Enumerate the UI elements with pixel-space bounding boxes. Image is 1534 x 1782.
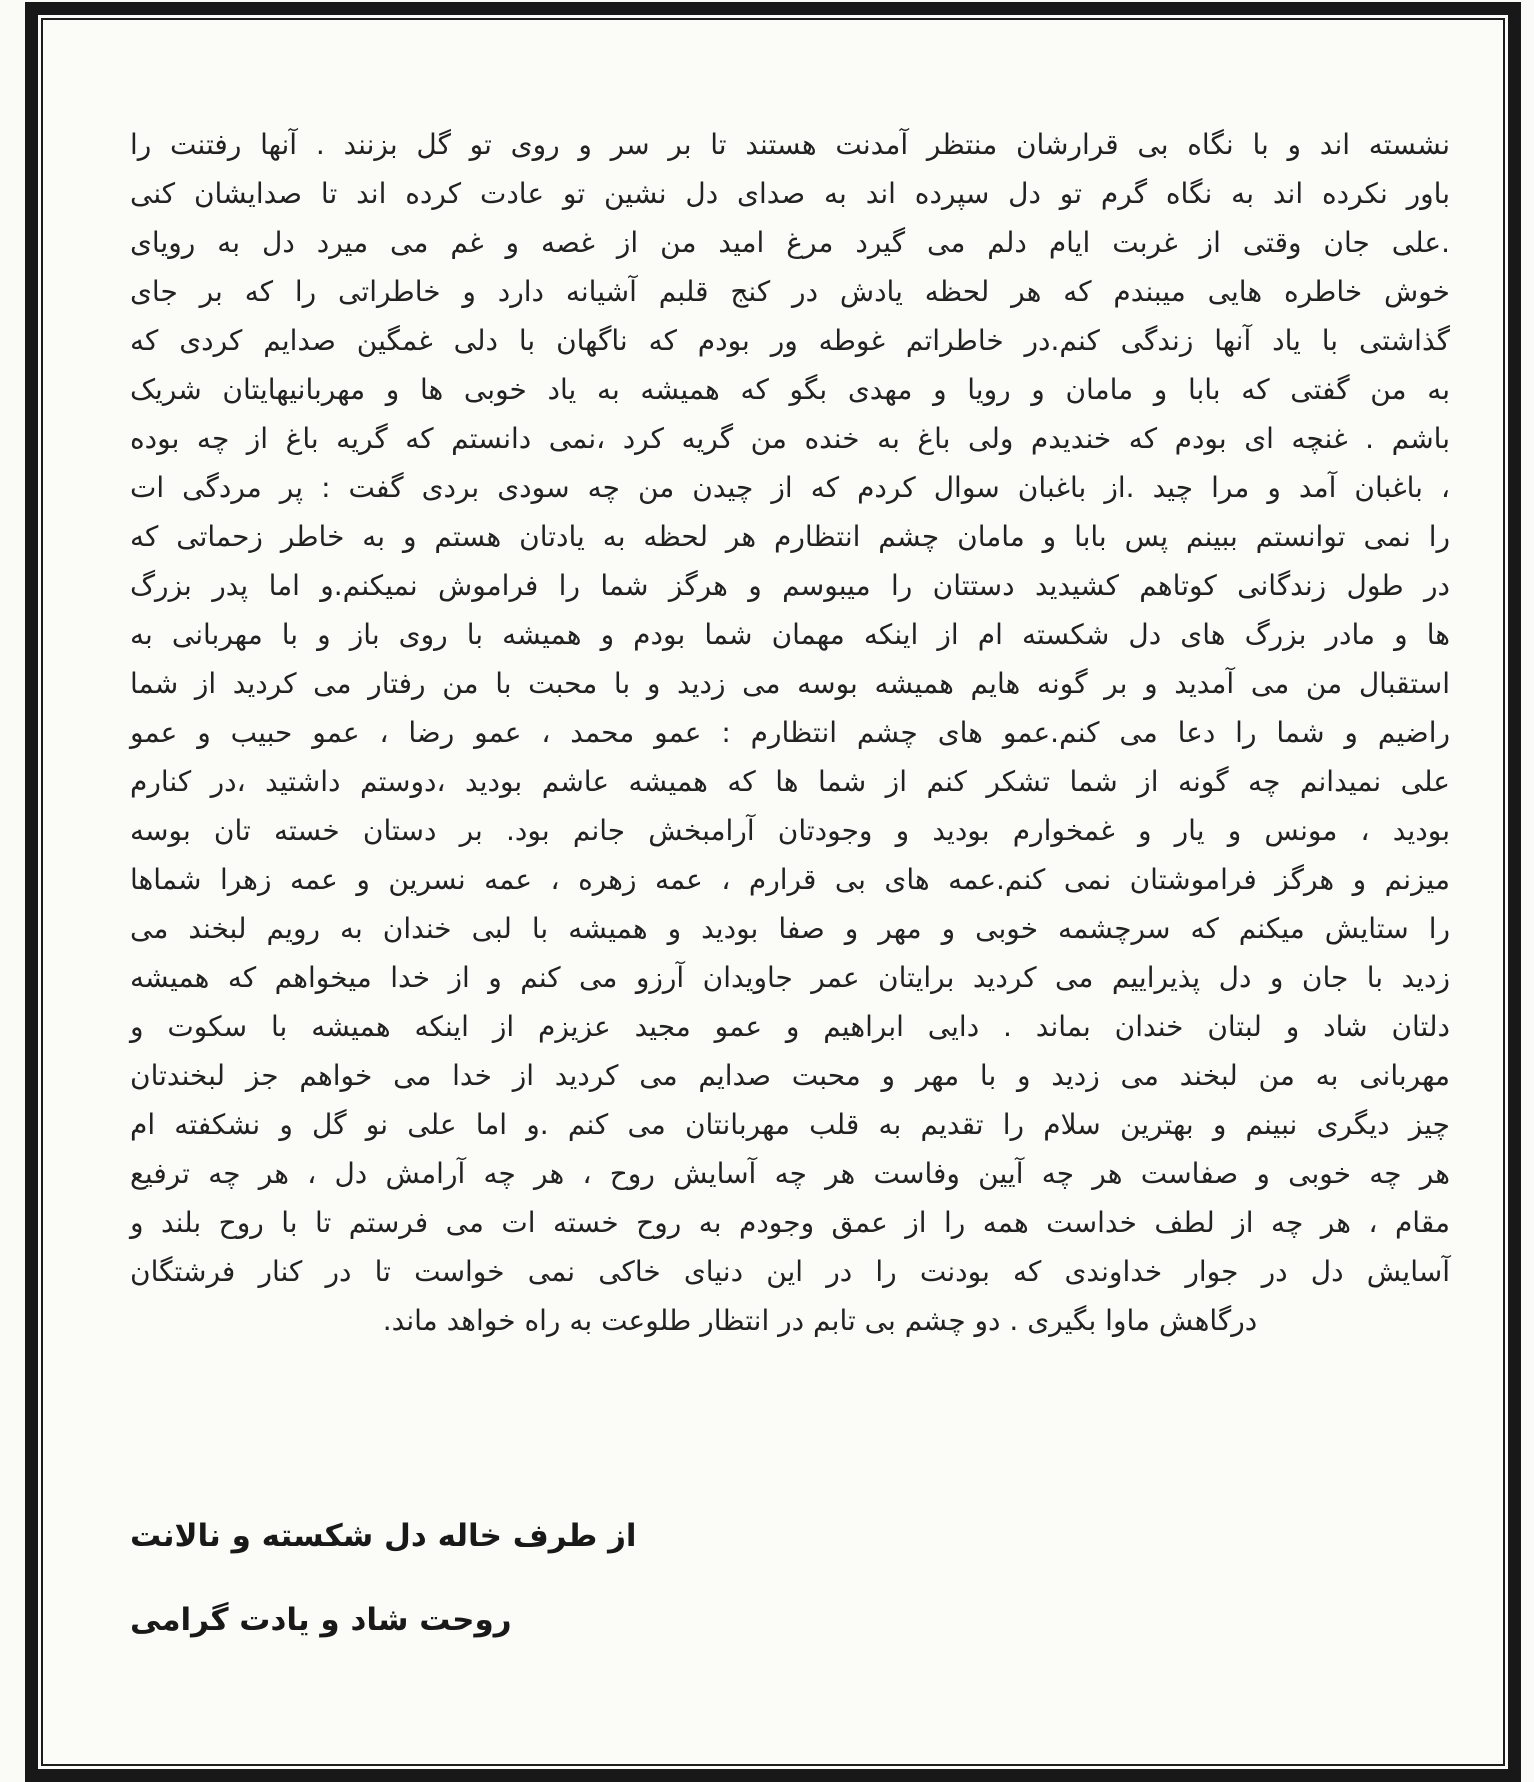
- text-line: آسایش دل در جوار خداوندی که بودنت را در این دنیای خاکی نمی خواست تا در کنار فرشتگان: [130, 1255, 1450, 1288]
- text-line: به من گفتی که بابا و مامان و رویا و مهدی بگو که همیشه به یاد خوبی ها و مهربانیهایتان شریک: [130, 373, 1450, 406]
- signature-line-blessing: روحت شاد و یادت گرامی: [130, 1602, 512, 1638]
- text-line: باشم . غنچه ای بودم که خندیدم ولی باغ به خنده من گریه کرد ،نمی دانستم که گریه باغ از چه بوده: [130, 422, 1450, 455]
- text-line: بودید ، مونس و یار و غمخوارم بودید و وجودتان آرامبخش جانم بود. بر دستان خسته تان بوسه: [130, 814, 1450, 847]
- text-line: مهربانی به من لبخند می زدید و با مهر و محبت صدایم می کردید از خدا می خواهم جز لبخندتان: [130, 1059, 1450, 1092]
- text-line: در طول زندگانی کوتاهم کشیدید دستتان را میبوسم و هرگز شما را فراموش نمیکنم.و اما پدر بزرگ: [130, 569, 1450, 602]
- text-line: گذاشتی با یاد آنها زندگی کنم.در خاطراتم غوطه ور بودم که ناگهان با دلی غمگین صدایم کردی که: [130, 324, 1450, 357]
- text-line: ها و مادر بزرگ های دل شکسته ام از اینکه مهمان شما بودم و همیشه با روی باز و با مهربانی به: [130, 618, 1450, 651]
- text-line: باور نکرده اند به نگاه گرم تو دل سپرده اند به صدای دل نشین تو عادت کرده اند تا صدایشان کنی: [130, 177, 1450, 210]
- text-line: مقام ، هر چه از لطف خداست همه را از عمق وجودم به روح خسته ات می فرستم تا با روح بلند و: [130, 1206, 1450, 1239]
- letter-body: [130, 120, 1450, 1345]
- text-line: زدید با جان و دل پذیراییم می کردید برایتان عمر جاویدان آرزو می کنم و از خدا میخواهم که همیشه: [130, 961, 1450, 994]
- text-line: دلتان شاد و لبتان خندان بماند . دایی ابراهیم و عمو مجید عزیزم از اینکه همیشه با سکوت و: [130, 1010, 1450, 1043]
- text-line: هر چه خوبی و صفاست هر چه آیین وفاست هر چه آسایش روح ، هر چه آرامش دل ، هر چه ترفیع: [130, 1157, 1450, 1190]
- text-line: استقبال من می آمدید و بر گونه هایم همیشه بوسه می زدید و با محبت با من رفتار می کردید از شما: [130, 667, 1450, 700]
- text-line: نشسته اند و با نگاه بی قرارشان منتظر آمدنت هستند تا بر سر و روی تو گل بزنند . آنها رفتنت را: [130, 128, 1450, 161]
- text-line: .علی جان وقتی از غربت ایام دلم می گیرد مرغ امید من از غصه و غم می میرد دل به رویای: [130, 226, 1450, 259]
- text-line: راضیم و شما را دعا می کنم.عمو های چشم انتظارم : عمو محمد ، عمو رضا ، عمو حبیب و عمو: [130, 716, 1450, 749]
- text-line: خوش خاطره هایی میبندم که هر لحظه یادش در کنج قلبم آشیانه دارد و خاطراتی را که بر جای: [130, 275, 1450, 308]
- text-line: را ستایش میکنم که سرچشمه خوبی و مهر و صفا بودید و همیشه با لبی خندان به رویم لبخند می: [130, 912, 1450, 945]
- text-line-closing: درگاهش ماوا بگیری . دو چشم بی تابم در انتظار طلوعت به راه خواهد ماند.: [382, 1304, 1258, 1337]
- text-line: چیز دیگری نبینم و بهترین سلام را تقدیم به قلب مهربانتان می کنم .و اما علی نو گل و نشکفته ام: [130, 1108, 1450, 1141]
- text-line: علی نمیدانم چه گونه از شما تشکر کنم از شما ها که همیشه عاشم بودید ،دوستم داشتید ،در کنارم: [130, 765, 1450, 798]
- text-line: را نمی توانستم ببینم پس بابا و مامان چشم انتظارم هر لحظه به یادتان هستم و به خاطر زحماتی که: [130, 520, 1450, 553]
- text-line: ، باغبان آمد و مرا چید .از باغبان سوال کردم که از چیدن من چه سودی بردی گفت : پر مردگی ات: [130, 471, 1450, 504]
- text-line: میزنم و هرگز فراموشتان نمی کنم.عمه های بی قرارم ، عمه زهره ، عمه نسرین و عمه زهرا شماها: [130, 863, 1450, 896]
- signature-line-sender: از طرف خاله دل شکسته و نالانت: [130, 1518, 637, 1554]
